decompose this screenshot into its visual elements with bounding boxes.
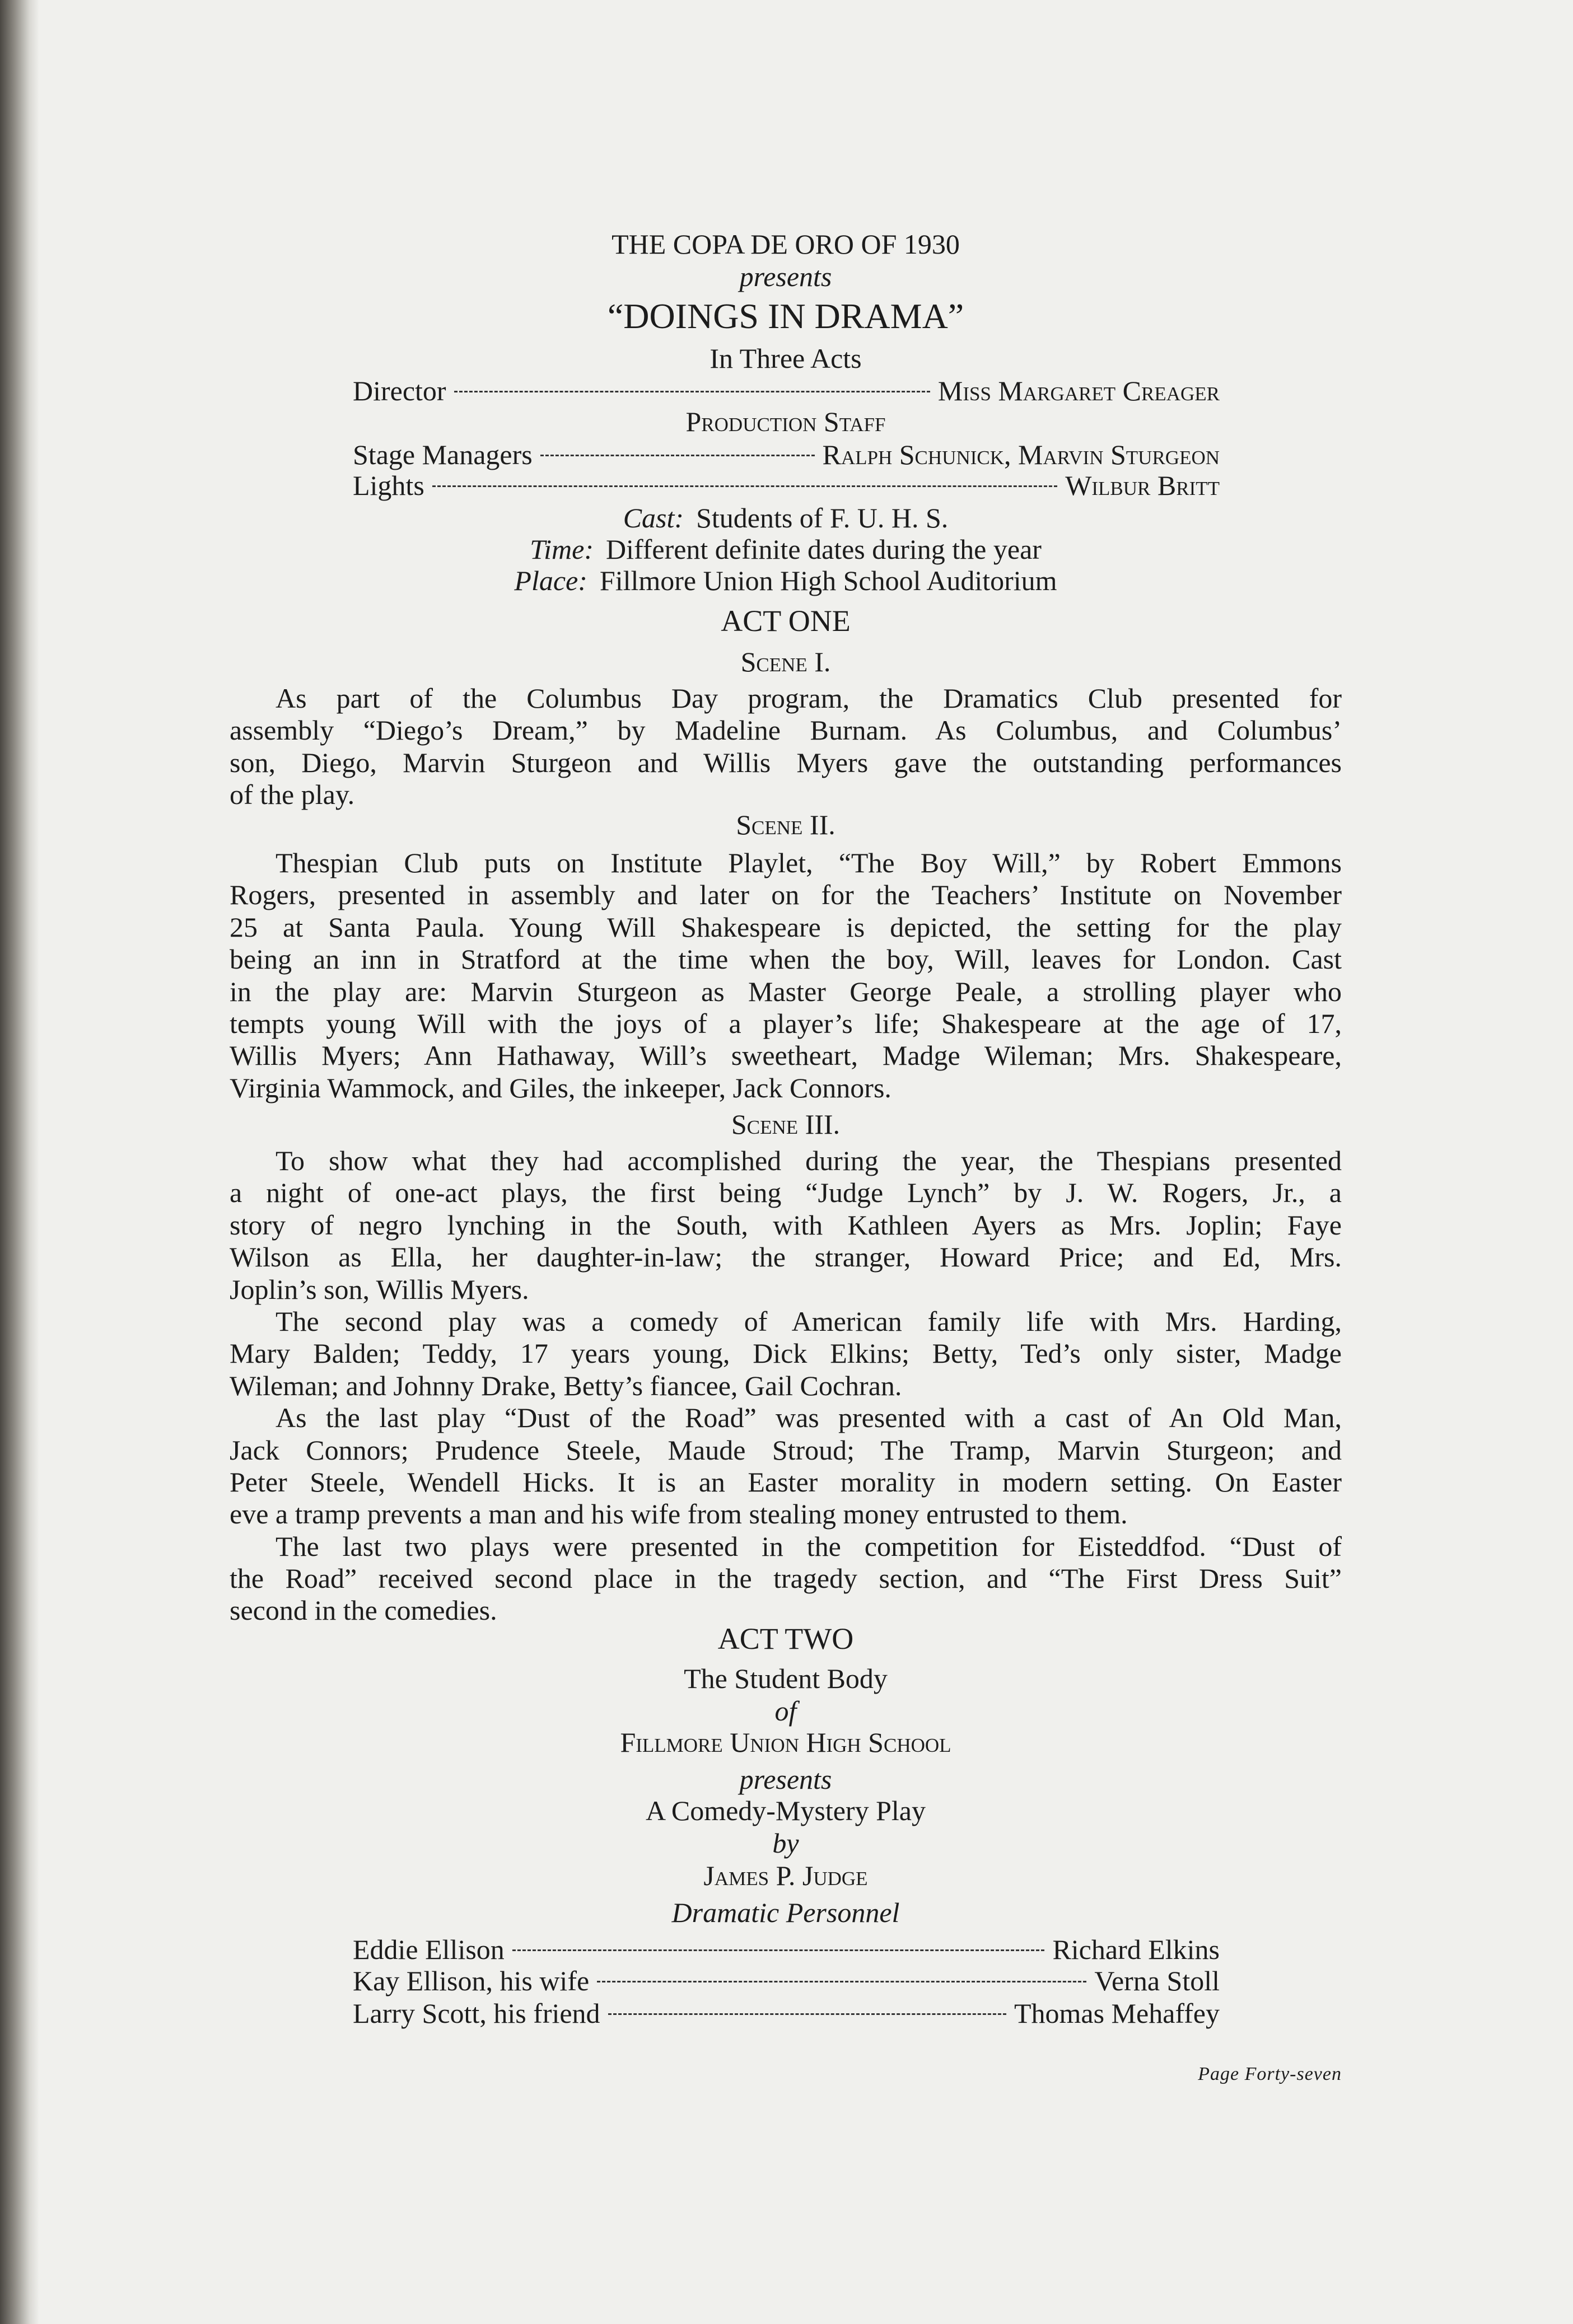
text-line: the Road” received second place in the tragedy section, and “The First Dress Suit”	[230, 1563, 1342, 1594]
credit-stage-managers	[353, 438, 1220, 471]
cast-line	[230, 502, 1342, 534]
text-line: in the play are: Marvin Sturgeon as Master George Peale, a strolling player who	[230, 975, 1342, 1007]
publication-title: THE COPA DE ORO OF 1930	[612, 228, 960, 260]
cast-actor: Thomas Mehaffey	[1014, 1998, 1220, 2029]
text-line: assembly “Diego’s Dream,” by Madeline Burnam. As Columbus, and Columbus’	[230, 714, 1342, 746]
text-line: Rogers, presented in assembly and later on for the Teachers’ Institute on November	[230, 879, 1342, 911]
show-subtitle: In Three Acts	[710, 343, 862, 374]
text-line: 25 at Santa Paula. Young Will Shakespeare is depicted, the setting for the play	[230, 911, 1342, 943]
act-two-line: The Student Body	[684, 1663, 888, 1694]
text-line: The last two plays were presented in the competition for Eisteddfod. “Dust of	[276, 1530, 1342, 1562]
credit-label: Lights	[353, 470, 424, 501]
leader-dashes	[432, 485, 1057, 487]
text-line: a night of one-act plays, the first being “Judge Lynch” by J. W. Rogers, Jr., a	[230, 1177, 1342, 1209]
text-line: To show what they had accomplished during the year, the Thespians presented	[276, 1145, 1342, 1176]
scene-3-text	[230, 1145, 1342, 1627]
cast-role: Larry Scott, his friend	[353, 1998, 600, 2029]
play-type: A Comedy-Mystery Play	[646, 1795, 926, 1826]
credit-lights	[353, 469, 1220, 502]
leader-dashes	[608, 2013, 1006, 2015]
text-line: son, Diego, Marvin Sturgeon and Willis Myers gave the outstanding performances	[230, 746, 1342, 778]
credit-value: Ralph Schunick, Marvin Sturgeon	[822, 439, 1220, 470]
school-name: Fillmore Union High School	[620, 1727, 951, 1758]
scene-2-heading: Scene II.	[736, 809, 835, 840]
time-line	[230, 533, 1342, 565]
scene-3-heading: Scene III.	[731, 1109, 841, 1140]
text-line: story of negro lynching in the South, with Kathleen Ayers as Mrs. Joplin; Faye	[230, 1209, 1342, 1241]
place-line	[230, 564, 1342, 597]
presents-label: presents	[739, 261, 832, 292]
cast-row	[353, 1997, 1220, 2030]
time-value: Different definite dates during the year	[605, 534, 1042, 565]
cast-row	[353, 1933, 1220, 1966]
cast-role: Eddie Ellison	[353, 1934, 505, 1965]
scene-1-text	[230, 682, 1342, 811]
by-label: by	[772, 1827, 799, 1859]
text-line: Peter Steele, Wendell Hicks. It is an Easter morality in modern setting. On Easter	[230, 1466, 1342, 1498]
production-staff-heading: Production Staff	[685, 406, 886, 437]
credit-label: Director	[353, 375, 446, 406]
leader-dashes	[540, 455, 815, 456]
cast-row	[353, 1965, 1220, 1997]
time-label: Time:	[530, 534, 594, 565]
leader-dashes	[454, 391, 930, 392]
act-one-heading: ACT ONE	[721, 604, 851, 638]
text-line: eve a tramp prevents a man and his wife from stealing money entrusted to them.	[230, 1498, 1128, 1530]
text-line: Joplin’s son, Willis Myers.	[230, 1273, 529, 1305]
text-line: second in the comedies.	[230, 1594, 497, 1626]
scene-1-heading: Scene I.	[740, 646, 831, 677]
place-value: Fillmore Union High School Auditorium	[599, 565, 1057, 596]
cast-actor: Verna Stoll	[1094, 1965, 1220, 1996]
credit-director	[353, 375, 1220, 407]
leader-dashes	[597, 1981, 1086, 1982]
act-two-of: of	[774, 1695, 797, 1727]
cast-role: Kay Ellison, his wife	[353, 1965, 590, 1996]
text-line: being an inn in Stratford at the time when the boy, Will, leaves for London. Cast	[230, 943, 1342, 975]
leader-dashes	[512, 1949, 1045, 1951]
credit-label: Stage Managers	[353, 439, 533, 470]
book-binding-shadow	[0, 0, 39, 2324]
text-line: Thespian Club puts on Institute Playlet, “The Boy Will,” by Robert Emmons	[276, 847, 1342, 878]
text-line: As the last play “Dust of the Road” was presented with a cast of An Old Man,	[276, 1402, 1342, 1434]
text-line: of the play.	[230, 779, 355, 811]
cast-value: Students of F. U. H. S.	[696, 502, 949, 534]
cast-actor: Richard Elkins	[1052, 1934, 1220, 1965]
text-line: Mary Balden; Teddy, 17 years young, Dick Elkins; Betty, Ted’s only sister, Madge	[230, 1338, 1342, 1369]
text-line: The second play was a comedy of American family life with Mrs. Harding,	[276, 1305, 1342, 1337]
text-line: Wilson as Ella, her daughter-in-law; the stranger, Howard Price; and Ed, Mrs.	[230, 1241, 1342, 1273]
cast-label: Cast:	[623, 502, 684, 534]
personnel-heading: Dramatic Personnel	[671, 1897, 900, 1928]
credit-value: Miss Margaret Creager	[937, 375, 1220, 406]
scene-2-text	[230, 847, 1342, 1104]
credit-value: Wilbur Britt	[1065, 470, 1220, 501]
text-line: Willis Myers; Ann Hathaway, Will’s sweetheart, Madge Wileman; Mrs. Shakespeare,	[230, 1040, 1342, 1072]
play-author: James P. Judge	[703, 1860, 868, 1891]
text-line: tempts young Will with the joys of a player’s life; Shakespeare at the age of 17,	[230, 1007, 1342, 1039]
text-line: Wileman; and Johnny Drake, Betty’s fiancee, Gail Cochran.	[230, 1369, 902, 1401]
text-line: As part of the Columbus Day program, the Dramatics Club presented for	[276, 682, 1342, 714]
text-line: Jack Connors; Prudence Steele, Maude Stroud; The Tramp, Marvin Sturgeon; and	[230, 1434, 1342, 1466]
place-label: Place:	[514, 565, 587, 596]
show-title: “DOINGS IN DRAMA”	[607, 296, 964, 336]
page-number: Page Forty-seven	[1198, 2064, 1342, 2084]
act-two-presents: presents	[739, 1764, 832, 1795]
act-two-heading: ACT TWO	[717, 1622, 854, 1656]
text-line: Virginia Wammock, and Giles, the inkeeper, Jack Connors.	[230, 1072, 891, 1103]
